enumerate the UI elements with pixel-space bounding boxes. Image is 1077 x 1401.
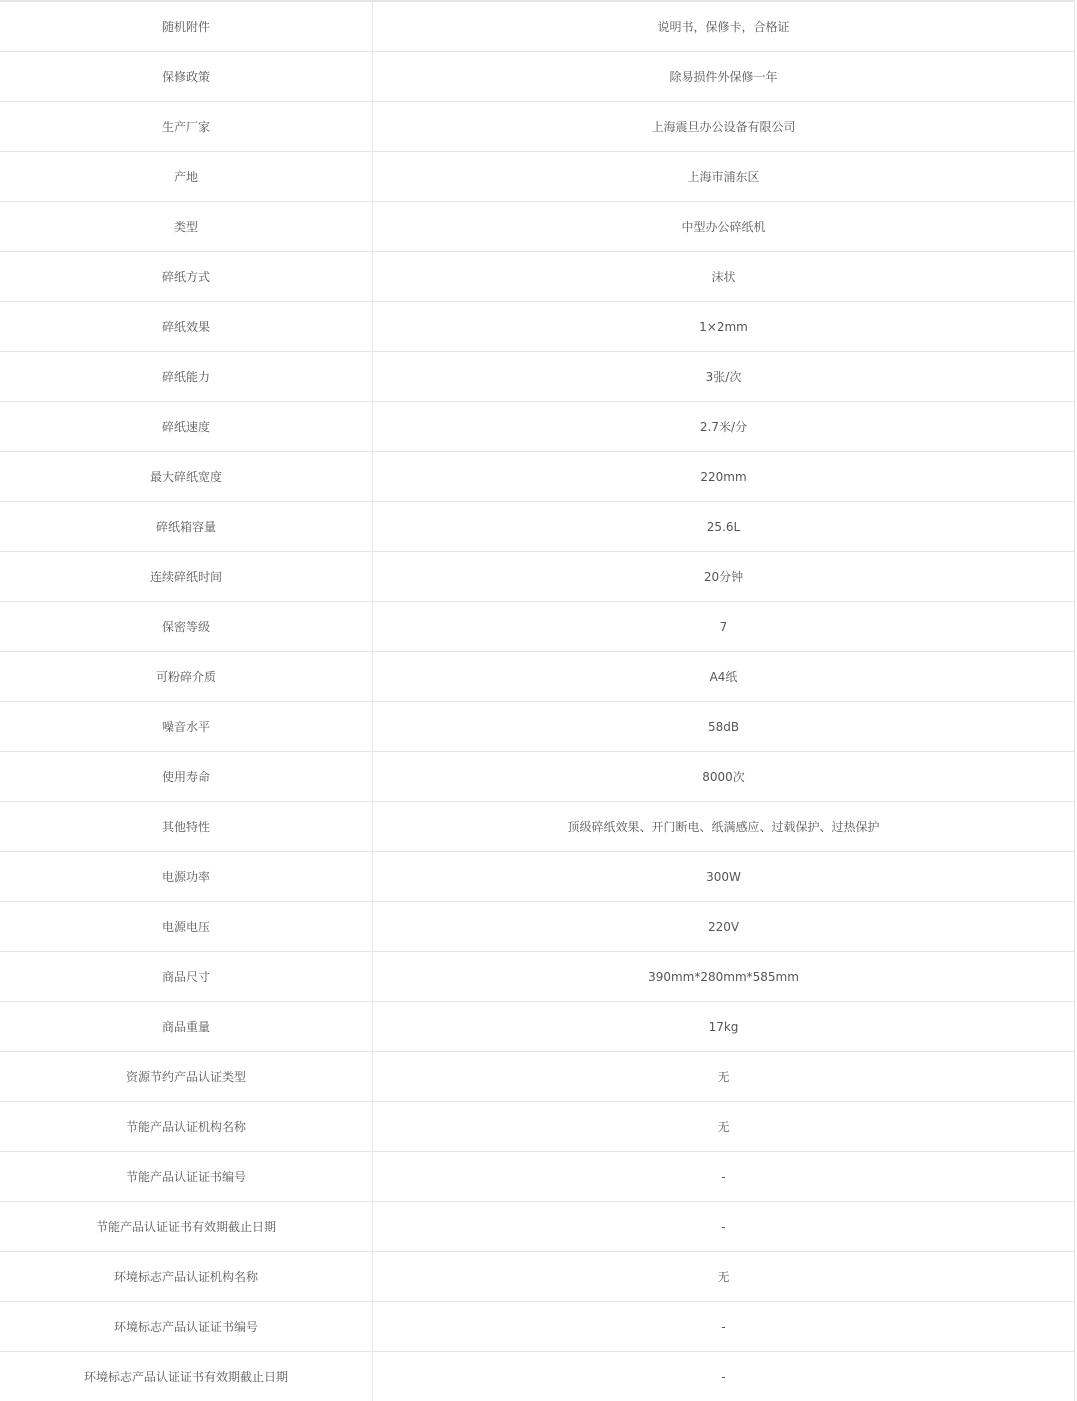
spec-value: 顶级碎纸效果、开门断电、纸满感应、过载保护、过热保护 bbox=[373, 802, 1075, 852]
table-row bbox=[0, 952, 1075, 1002]
spec-label: 电源功率 bbox=[0, 852, 373, 902]
spec-value: 上海震旦办公设备有限公司 bbox=[373, 102, 1075, 152]
spec-label: 环境标志产品认证证书有效期截止日期 bbox=[0, 1352, 373, 1401]
spec-label: 噪音水平 bbox=[0, 702, 373, 752]
spec-value: 无 bbox=[373, 1252, 1075, 1302]
spec-label: 生产厂家 bbox=[0, 102, 373, 152]
spec-label: 环境标志产品认证证书编号 bbox=[0, 1302, 373, 1352]
table-row bbox=[0, 1, 1075, 52]
spec-value: - bbox=[373, 1152, 1075, 1202]
spec-value: 390mm*280mm*585mm bbox=[373, 952, 1075, 1002]
spec-value: 58dB bbox=[373, 702, 1075, 752]
spec-value: 沫状 bbox=[373, 252, 1075, 302]
spec-value: 3张/次 bbox=[373, 352, 1075, 402]
table-row bbox=[0, 402, 1075, 452]
spec-label: 碎纸速度 bbox=[0, 402, 373, 452]
spec-label: 电源电压 bbox=[0, 902, 373, 952]
spec-value: - bbox=[373, 1352, 1075, 1401]
spec-value: 无 bbox=[373, 1052, 1075, 1102]
table-row bbox=[0, 652, 1075, 702]
spec-value: 8000次 bbox=[373, 752, 1075, 802]
spec-value: 220V bbox=[373, 902, 1075, 952]
spec-label: 商品尺寸 bbox=[0, 952, 373, 1002]
spec-label: 节能产品认证机构名称 bbox=[0, 1102, 373, 1152]
spec-label: 类型 bbox=[0, 202, 373, 252]
spec-value: A4纸 bbox=[373, 652, 1075, 702]
table-row bbox=[0, 352, 1075, 402]
table-row bbox=[0, 802, 1075, 852]
table-row bbox=[0, 902, 1075, 952]
spec-label: 碎纸方式 bbox=[0, 252, 373, 302]
table-row bbox=[0, 1152, 1075, 1202]
table-row bbox=[0, 252, 1075, 302]
table-row bbox=[0, 302, 1075, 352]
table-row bbox=[0, 1052, 1075, 1102]
spec-label: 产地 bbox=[0, 152, 373, 202]
spec-label: 使用寿命 bbox=[0, 752, 373, 802]
table-row bbox=[0, 602, 1075, 652]
spec-label: 随机附件 bbox=[0, 1, 373, 52]
table-row bbox=[0, 752, 1075, 802]
table-row bbox=[0, 502, 1075, 552]
spec-label: 最大碎纸宽度 bbox=[0, 452, 373, 502]
spec-label: 可粉碎介质 bbox=[0, 652, 373, 702]
spec-label: 节能产品认证证书编号 bbox=[0, 1152, 373, 1202]
spec-value: 300W bbox=[373, 852, 1075, 902]
spec-value: 中型办公碎纸机 bbox=[373, 202, 1075, 252]
spec-label: 环境标志产品认证机构名称 bbox=[0, 1252, 373, 1302]
spec-label: 节能产品认证证书有效期截止日期 bbox=[0, 1202, 373, 1252]
table-row bbox=[0, 52, 1075, 102]
spec-label: 商品重量 bbox=[0, 1002, 373, 1052]
spec-value: 20分钟 bbox=[373, 552, 1075, 602]
table-row bbox=[0, 1202, 1075, 1252]
spec-label: 碎纸效果 bbox=[0, 302, 373, 352]
spec-value: 除易损件外保修一年 bbox=[373, 52, 1075, 102]
spec-label: 资源节约产品认证类型 bbox=[0, 1052, 373, 1102]
table-row bbox=[0, 152, 1075, 202]
table-row bbox=[0, 702, 1075, 752]
table-row bbox=[0, 1002, 1075, 1052]
spec-value: 上海市浦东区 bbox=[373, 152, 1075, 202]
table-row bbox=[0, 202, 1075, 252]
spec-value: 说明书，保修卡，合格证 bbox=[373, 1, 1075, 52]
table-row bbox=[0, 452, 1075, 502]
spec-label: 保修政策 bbox=[0, 52, 373, 102]
table-row bbox=[0, 852, 1075, 902]
table-row bbox=[0, 552, 1075, 602]
spec-value: 7 bbox=[373, 602, 1075, 652]
spec-value: 2.7米/分 bbox=[373, 402, 1075, 452]
table-row bbox=[0, 1252, 1075, 1302]
table-row bbox=[0, 102, 1075, 152]
spec-value: 17kg bbox=[373, 1002, 1075, 1052]
spec-table-body bbox=[0, 1, 1075, 1401]
spec-value: 无 bbox=[373, 1102, 1075, 1152]
table-row bbox=[0, 1102, 1075, 1152]
spec-label: 碎纸箱容量 bbox=[0, 502, 373, 552]
spec-value: - bbox=[373, 1202, 1075, 1252]
spec-label: 其他特性 bbox=[0, 802, 373, 852]
spec-value: 25.6L bbox=[373, 502, 1075, 552]
spec-label: 连续碎纸时间 bbox=[0, 552, 373, 602]
spec-label: 碎纸能力 bbox=[0, 352, 373, 402]
table-row bbox=[0, 1302, 1075, 1352]
spec-label: 保密等级 bbox=[0, 602, 373, 652]
spec-value: - bbox=[373, 1302, 1075, 1352]
spec-value: 220mm bbox=[373, 452, 1075, 502]
table-row bbox=[0, 1352, 1075, 1401]
spec-value: 1×2mm bbox=[373, 302, 1075, 352]
